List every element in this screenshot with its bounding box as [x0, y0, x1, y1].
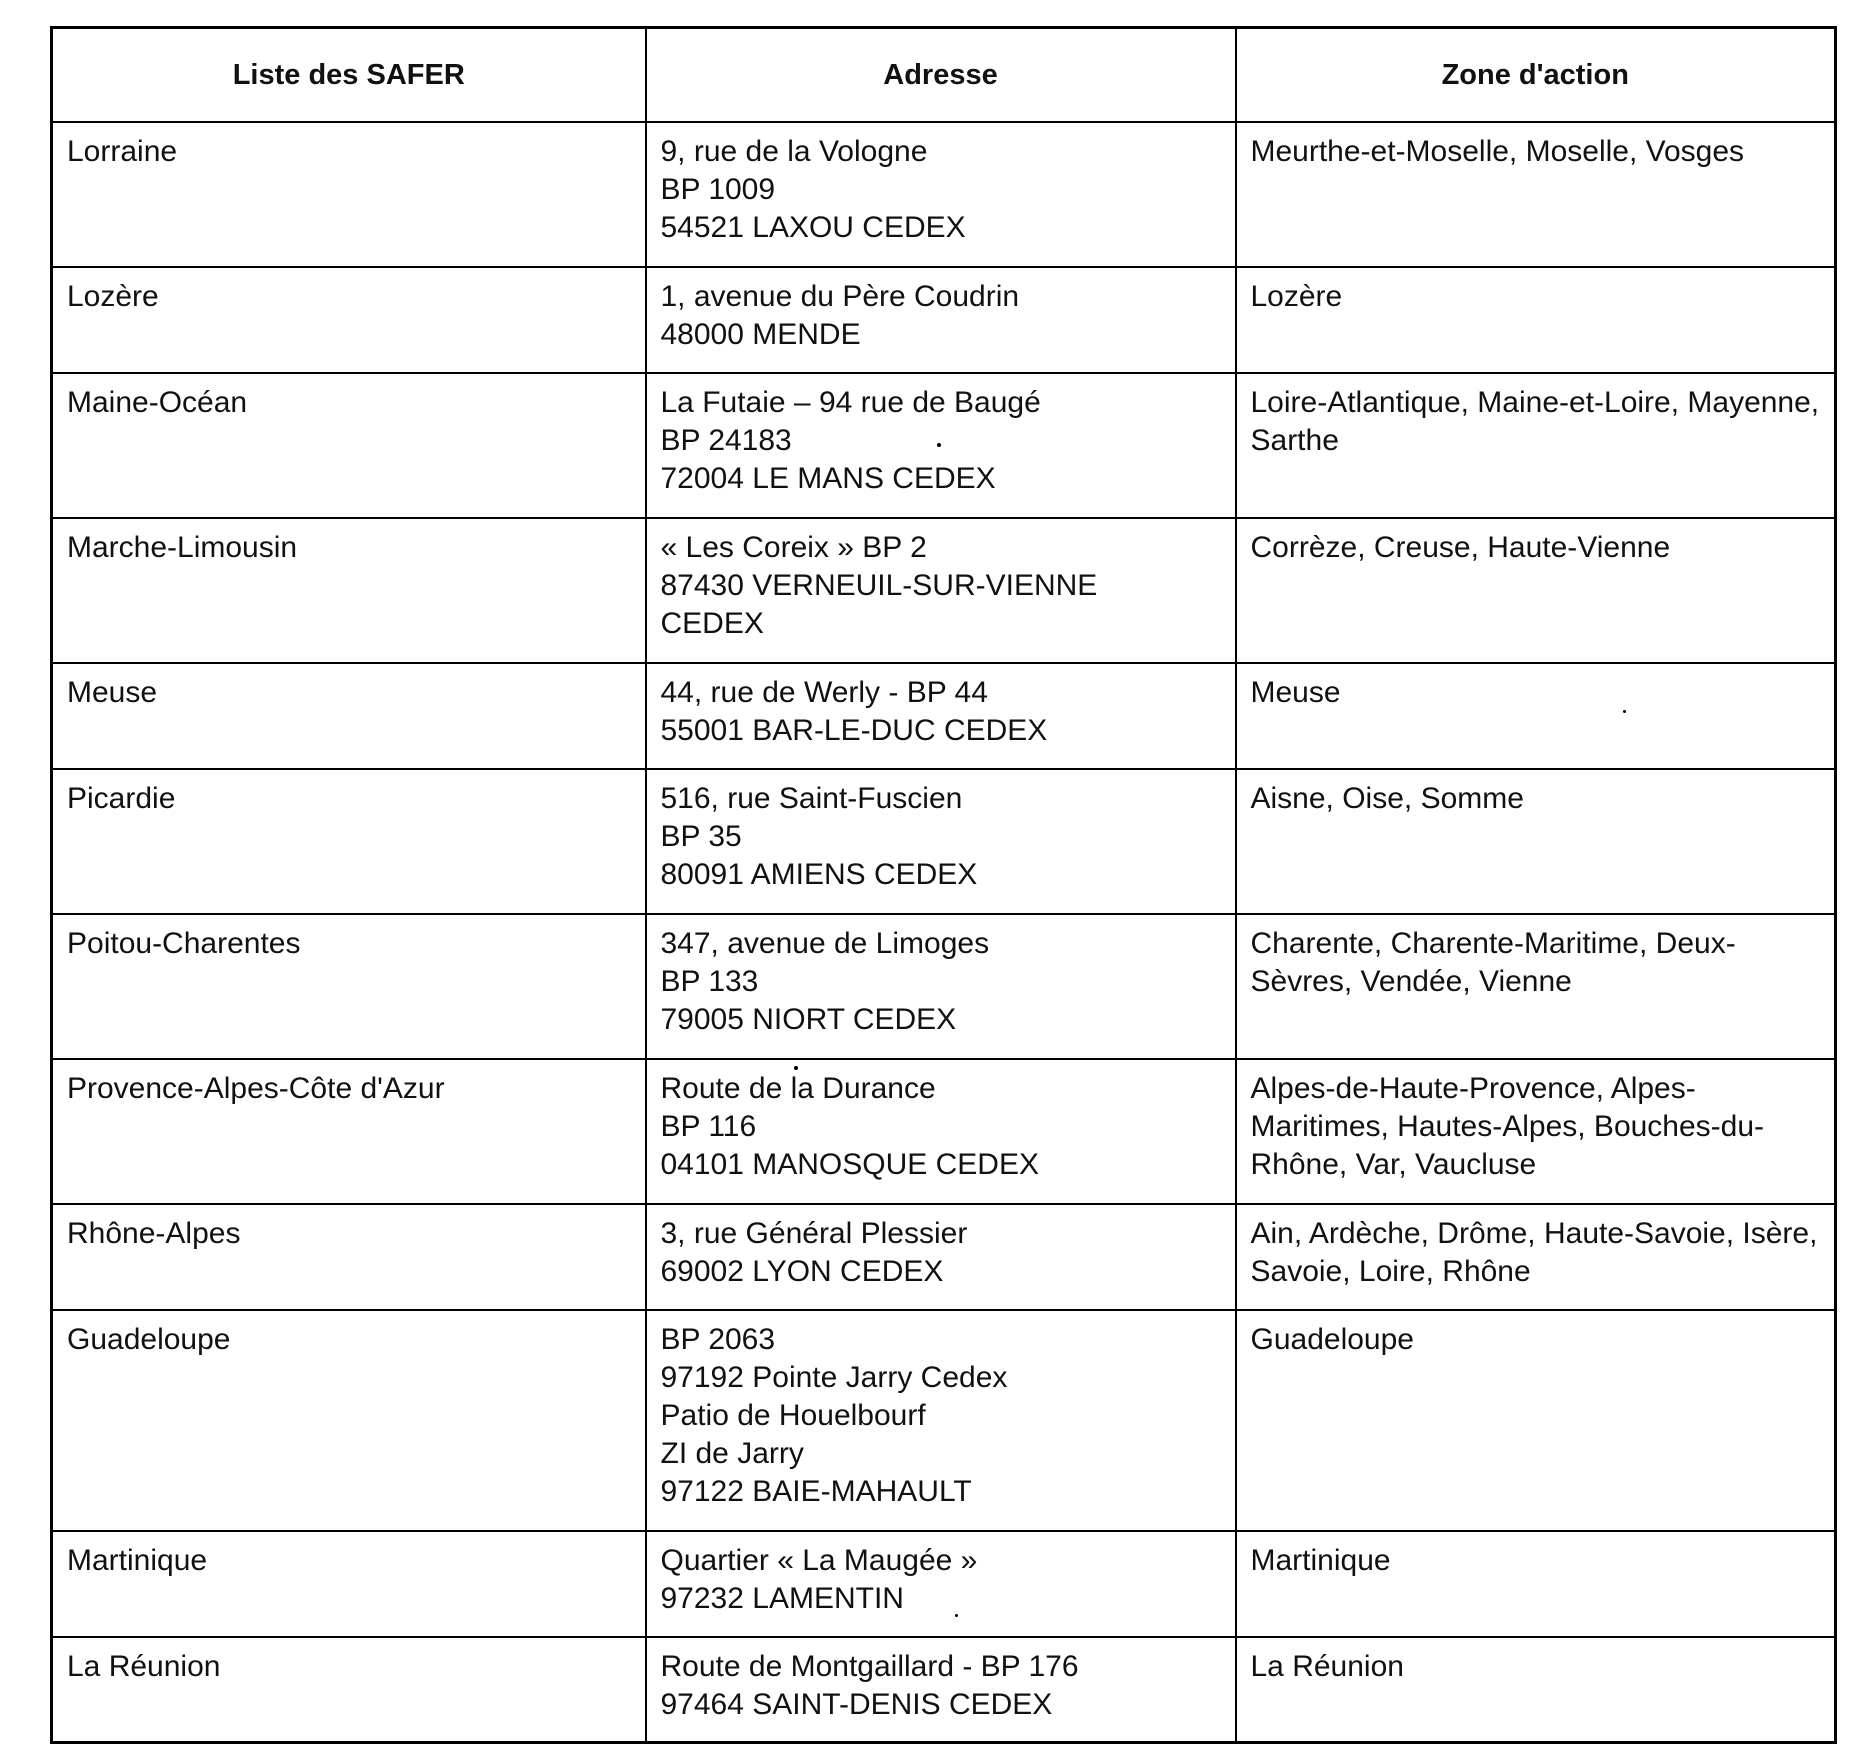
address-cell: [646, 1204, 1236, 1310]
table-row: [52, 122, 1836, 267]
address-line: 97192 Pointe Jarry Cedex: [660, 1360, 1008, 1394]
address-line: 3, rue Général Plessier: [660, 1216, 968, 1250]
scan-speck: [1623, 710, 1626, 713]
address-line: BP 133: [660, 964, 759, 998]
address-line: 54521 LAXOU CEDEX: [660, 210, 966, 244]
address-line: 87430 VERNEUIL-SUR-VIENNE: [660, 568, 1098, 602]
header-row: [52, 28, 1836, 122]
address-line: ZI de Jarry: [660, 1436, 804, 1470]
address-line: 48000 MENDE: [660, 317, 861, 351]
address-line: 55001 BAR-LE-DUC CEDEX: [660, 713, 1048, 747]
address-line: « Les Coreix » BP 2: [660, 530, 927, 564]
address-line: Route de la Durance: [660, 1071, 936, 1105]
address-line: 1, avenue du Père Coudrin: [660, 279, 1020, 313]
address-cell: [646, 1310, 1236, 1531]
safer-name: Martinique: [52, 1531, 646, 1637]
address-line: 347, avenue de Limoges: [660, 926, 990, 960]
address-line: Quartier « La Maugée »: [660, 1543, 978, 1577]
zone-cell: Martinique: [1236, 1531, 1836, 1637]
address-line: Route de Montgaillard - BP 176: [660, 1649, 1079, 1683]
address-line: 97464 SAINT-DENIS CEDEX: [660, 1687, 1053, 1721]
table-row: [52, 663, 1836, 769]
safer-name: Rhône-Alpes: [52, 1204, 646, 1310]
table-row: [52, 1637, 1836, 1743]
address-line: BP 24183: [660, 423, 792, 457]
address-line: CEDEX: [660, 606, 764, 640]
scan-speck: [937, 443, 941, 447]
header-safer: Liste des SAFER: [52, 28, 646, 122]
zone-cell: Charente, Charente-Maritime, Deux-Sèvres, Vendée, Vienne: [1236, 914, 1836, 1059]
header-zone: Zone d'action: [1236, 28, 1836, 122]
table-row: [52, 518, 1836, 663]
zone-cell: Loire-Atlantique, Maine-et-Loire, Mayenne, Sarthe: [1236, 373, 1836, 518]
address-line: Patio de Houelbourf: [660, 1398, 926, 1432]
zone-cell: Lozère: [1236, 267, 1836, 373]
address-line: 97232 LAMENTIN: [660, 1581, 904, 1615]
scan-speck: [794, 1066, 798, 1070]
scan-speck: [955, 1614, 958, 1617]
table-row: [52, 914, 1836, 1059]
table-row: [52, 1310, 1836, 1531]
address-line: 516, rue Saint-Fuscien: [660, 781, 963, 815]
address-line: 79005 NIORT CEDEX: [660, 1002, 957, 1036]
address-line: 80091 AMIENS CEDEX: [660, 857, 978, 891]
address-line: BP 2063: [660, 1322, 776, 1356]
address-cell: [646, 1531, 1236, 1637]
safer-name: Poitou-Charentes: [52, 914, 646, 1059]
zone-cell: Corrèze, Creuse, Haute-Vienne: [1236, 518, 1836, 663]
address-cell: [646, 1059, 1236, 1204]
table-row: [52, 1531, 1836, 1637]
header-address: Adresse: [646, 28, 1236, 122]
table-row: [52, 769, 1836, 914]
address-line: BP 116: [660, 1109, 757, 1143]
address-line: 44, rue de Werly - BP 44: [660, 675, 988, 709]
address-line: BP 1009: [660, 172, 776, 206]
address-cell: [646, 769, 1236, 914]
zone-cell: Meurthe-et-Moselle, Moselle, Vosges: [1236, 122, 1836, 267]
address-line: 69002 LYON CEDEX: [660, 1254, 944, 1288]
address-line: BP 35: [660, 819, 742, 853]
safer-table: [50, 26, 1837, 1744]
address-cell: [646, 914, 1236, 1059]
safer-name: Picardie: [52, 769, 646, 914]
table-row: [52, 1204, 1836, 1310]
address-cell: [646, 663, 1236, 769]
safer-name: Meuse: [52, 663, 646, 769]
safer-name: Lozère: [52, 267, 646, 373]
address-line: 04101 MANOSQUE CEDEX: [660, 1147, 1039, 1181]
safer-name: La Réunion: [52, 1637, 646, 1743]
safer-name: Marche-Limousin: [52, 518, 646, 663]
safer-name: Guadeloupe: [52, 1310, 646, 1531]
address-cell: [646, 267, 1236, 373]
safer-name: Provence-Alpes-Côte d'Azur: [52, 1059, 646, 1204]
address-cell: [646, 1637, 1236, 1743]
zone-cell: La Réunion: [1236, 1637, 1836, 1743]
address-cell: [646, 122, 1236, 267]
table-row: [52, 267, 1836, 373]
zone-cell: Alpes-de-Haute-Provence, Alpes-Maritimes, Hautes-Alpes, Bouches-du-Rhône, Var, Vaucluse: [1236, 1059, 1836, 1204]
safer-name: Maine-Océan: [52, 373, 646, 518]
zone-cell: Guadeloupe: [1236, 1310, 1836, 1531]
address-line: 72004 LE MANS CEDEX: [660, 461, 996, 495]
zone-cell: Aisne, Oise, Somme: [1236, 769, 1836, 914]
safer-name: Lorraine: [52, 122, 646, 267]
table-row: [52, 1059, 1836, 1204]
zone-cell: Meuse: [1236, 663, 1836, 769]
zone-cell: Ain, Ardèche, Drôme, Haute-Savoie, Isère, Savoie, Loire, Rhône: [1236, 1204, 1836, 1310]
address-line: La Futaie – 94 rue de Baugé: [660, 385, 1041, 419]
address-cell: [646, 518, 1236, 663]
address-line: 97122 BAIE-MAHAULT: [660, 1474, 972, 1508]
table-row: [52, 373, 1836, 518]
address-line: 9, rue de la Vologne: [660, 134, 928, 168]
